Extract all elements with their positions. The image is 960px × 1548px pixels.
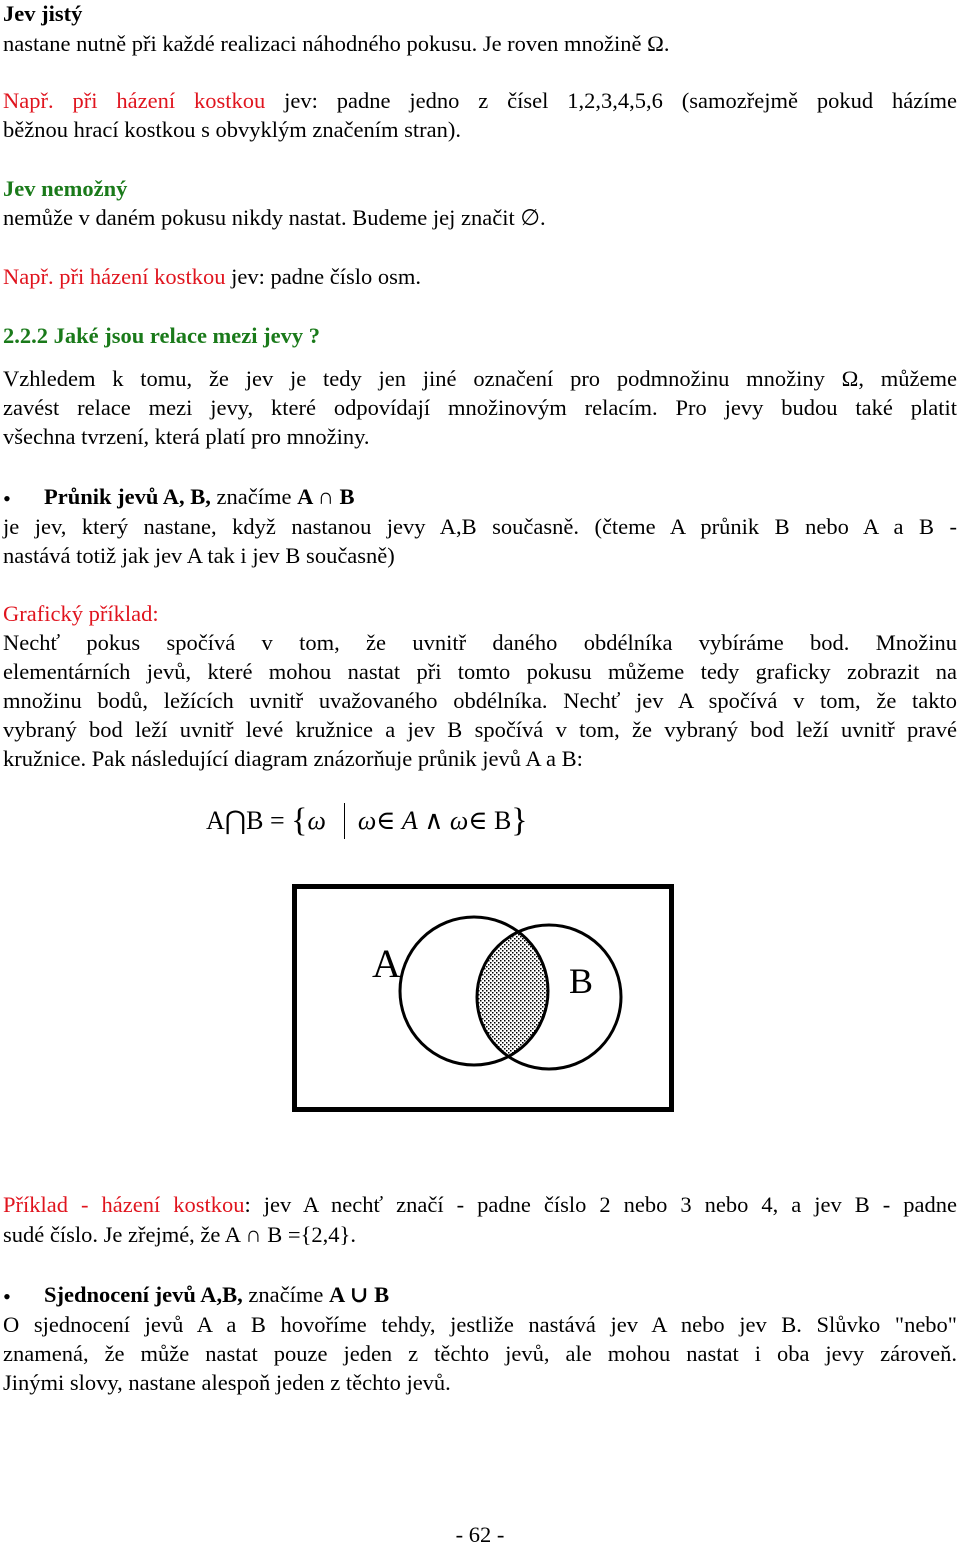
paragraph-line: vybraný bod leží uvnitř levé kružnice a jev B spočívá v tom, že vybraný bod leží uvnitř pravé bbox=[3, 717, 957, 742]
formula-lbrace: { bbox=[291, 802, 308, 839]
union-notation-text: značíme bbox=[242, 1282, 329, 1307]
paragraph-line: všechna tvrzení, která platí pro množiny. bbox=[3, 424, 370, 449]
heading-jev-jisty: Jev jistý bbox=[3, 1, 83, 26]
paragraph-line: kružnice. Pak následující diagram znázorňuje průnik jevů A a B: bbox=[3, 746, 583, 771]
paragraph-line: běžnou hrací kostkou s obvyklým značením stran). bbox=[3, 117, 462, 142]
paragraph-line: nemůže v daném pokusu nikdy nastat. Budeme jej značit ∅. bbox=[3, 205, 546, 230]
formula-omega: ω bbox=[307, 806, 326, 835]
example-label: Např. při házení kostkou bbox=[3, 264, 226, 289]
paragraph-line: nastane nutně při každé realizaci náhodného pokusu. Je roven množině Ω. bbox=[3, 31, 670, 56]
heading-jev-nemozny: Jev nemožný bbox=[3, 176, 128, 201]
formula-eq: = bbox=[269, 806, 285, 835]
paragraph-line: je jev, který nastane, když nastanou jevy A,B současně. (čteme A průnik B nebo A a B - bbox=[3, 514, 957, 539]
example-label: Např. při házení kostkou bbox=[3, 88, 266, 113]
formula-a: A bbox=[206, 806, 225, 835]
example-line bbox=[3, 1194, 957, 1217]
bullet-heading-union bbox=[44, 1284, 389, 1307]
union-title: Sjednocení jevů A,B, bbox=[44, 1282, 243, 1307]
paragraph-line: zavést relace mezi jevy, které odpovídají množinovým relacím. Pro jevy budou také platit bbox=[3, 395, 957, 420]
intersection-notation-text: značíme bbox=[210, 484, 298, 509]
paragraph-line: elementárních jevů, které mohou nastat při tomto pokusu můžeme tedy graficky zobrazit na bbox=[3, 659, 957, 684]
formula-and: ∧ bbox=[424, 806, 444, 835]
paragraph-line: Vzhledem k tomu, že jev je tedy jen jiné označení pro podmnožinu množiny Ω, můžeme bbox=[3, 366, 957, 391]
example-text: jev: padne číslo osm. bbox=[225, 264, 422, 289]
paragraph-line: znamená, že může nastat pouze jeden z těchto jevů, ale mohou nastat i oba jevy zároveň. bbox=[3, 1341, 957, 1366]
intersection-symbol: A ∩ B bbox=[297, 484, 355, 509]
formula-omega: ω bbox=[449, 806, 469, 835]
label-a: A bbox=[372, 941, 401, 986]
formula-in: ∈ bbox=[376, 806, 396, 835]
paragraph-line: nastává totiž jak jev A tak i jev B současně) bbox=[3, 543, 395, 568]
formula-separator bbox=[326, 803, 345, 839]
example-line bbox=[3, 266, 421, 289]
bullet-icon: • bbox=[3, 1284, 11, 1309]
formula-set-a: A bbox=[401, 806, 418, 835]
example-text: jev: padne jedno z čísel 1,2,3,4,5,6 (samozřejmě pokud házíme bbox=[265, 88, 957, 113]
paragraph-line: množinu bodů, ležících uvnitř uvažovaného obdélníka. Nechť jev A spočívá v tom, že takto bbox=[3, 688, 957, 713]
formula-cap: ⋂ bbox=[224, 806, 247, 835]
intersection-formula bbox=[206, 800, 528, 839]
bullet-heading-intersection bbox=[44, 486, 355, 509]
example-label: Příklad - házení kostkou bbox=[3, 1192, 245, 1217]
paragraph-line: sudé číslo. Je zřejmé, že A ∩ B ={2,4}. bbox=[3, 1222, 356, 1247]
paragraph-line: O sjednocení jevů A a B hovoříme tehdy, jestliže nastává jev A nebo jev B. Slůvko "nebo" bbox=[3, 1312, 957, 1337]
label-b: B bbox=[569, 961, 594, 1001]
formula-omega: ω bbox=[357, 806, 377, 835]
section-heading: 2.2.2 Jaké jsou relace mezi jevy ? bbox=[3, 323, 320, 348]
formula-b: B bbox=[246, 806, 264, 835]
example-line bbox=[3, 90, 957, 113]
formula-in: ∈ bbox=[468, 806, 488, 835]
paragraph-line: Nechť pokus spočívá v tom, že uvnitř daného obdélníka vybíráme bod. Množinu bbox=[3, 630, 957, 655]
bullet-icon: • bbox=[3, 486, 11, 511]
page-number: - 62 - bbox=[455, 1522, 505, 1547]
intersection-title: Průnik jevů A, B, bbox=[44, 484, 211, 509]
graphic-example-label: Grafický příklad: bbox=[3, 601, 159, 626]
venn-diagram bbox=[292, 884, 674, 1112]
paragraph-line: Jinými slovy, nastane alespoň jeden z těchto jevů. bbox=[3, 1370, 451, 1395]
formula-rbrace: } bbox=[511, 802, 528, 839]
example-text: : jev A nechť značí - padne číslo 2 nebo 3 nebo 4, a jev B - padne bbox=[244, 1192, 957, 1217]
formula-set-b: B bbox=[493, 806, 512, 835]
union-symbol: A ∪ B bbox=[328, 1282, 390, 1307]
